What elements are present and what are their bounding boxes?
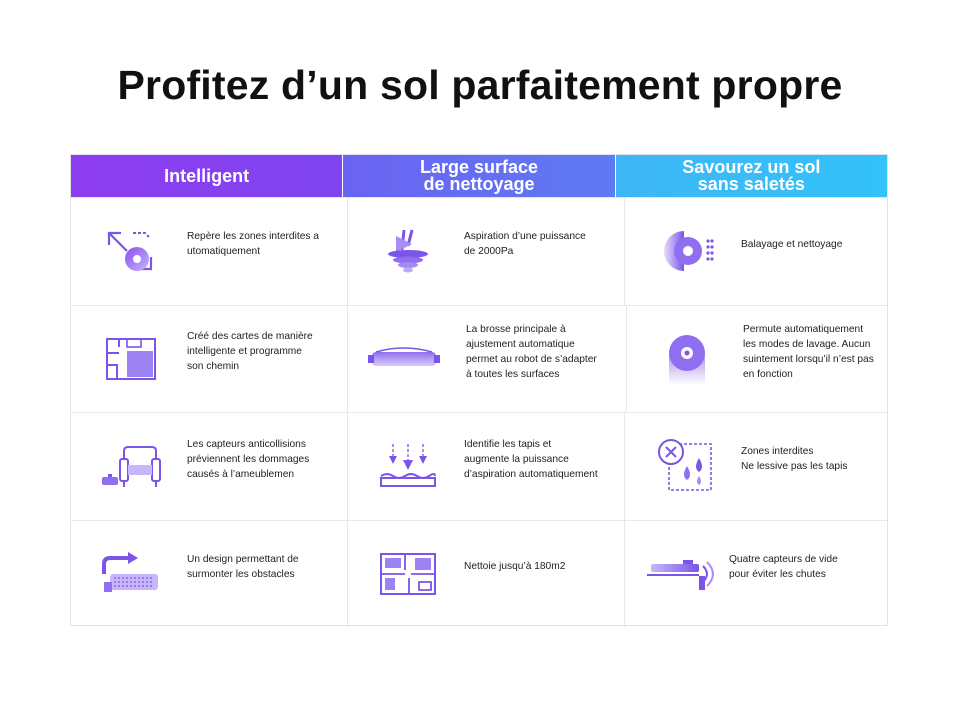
feature-text: Nettoie jusqu’à 180m2 — [464, 561, 566, 573]
feature-text: La brosse principale à ajustement automatique permet au robot de s’adapter à toutes les surfaces — [466, 323, 597, 380]
feature-text: Les capteurs anticollisions préviennent les dommages causés à l’ameublemen — [187, 438, 310, 480]
suction-cyclone-icon — [376, 223, 440, 279]
feature-text: Créé des cartes de manière intelligente et programme son chemin — [187, 331, 313, 373]
no-mop-zone-icon — [653, 438, 717, 494]
table-row — [71, 305, 887, 413]
carpet-boost-icon — [376, 438, 440, 494]
feature-cell — [347, 521, 624, 628]
feature-cell — [624, 521, 889, 628]
obstacle-climb-icon — [99, 546, 163, 602]
feature-cell — [347, 413, 624, 520]
column-header-clean-floor: Savourez un sol sans saletés — [615, 155, 887, 197]
feature-text: Permute automatiquement les modes de lavage. Aucun suintement lorsqu’il n’est pas en fonction — [743, 323, 874, 380]
table-row — [71, 520, 887, 628]
no-go-zone-icon — [99, 223, 163, 279]
feature-cell — [626, 306, 903, 413]
feature-text: Identifie les tapis et augmente la puissance d’aspiration automatiquement — [464, 438, 598, 480]
feature-cell — [71, 306, 347, 413]
feature-cell — [624, 413, 901, 520]
feature-cell — [347, 198, 624, 305]
table-header — [71, 155, 887, 197]
feature-cell — [71, 198, 347, 305]
feature-cell — [71, 413, 347, 520]
table-row — [71, 412, 887, 520]
page-title: Profitez d’un sol parfaitement propre — [117, 62, 843, 108]
feature-text: Repère les zones interdites a utomatiquement — [187, 231, 319, 258]
floor-map-icon — [99, 331, 163, 387]
feature-text: Balayage et nettoyage — [741, 238, 843, 250]
column-header-large-surface: Large surface de nettoyage — [342, 155, 614, 197]
feature-cell — [347, 306, 626, 413]
feature-text: Un design permettant de surmonter les obstacles — [187, 553, 299, 580]
robot-mode-icon — [655, 331, 719, 387]
feature-cell — [624, 198, 901, 305]
main-brush-icon — [366, 331, 442, 387]
feature-cell — [71, 521, 347, 628]
feature-text: Quatre capteurs de vide pour éviter les chutes — [729, 553, 838, 580]
feature-text: Zones interdites Ne lessive pas les tapis — [741, 446, 848, 473]
table-row — [71, 197, 887, 305]
cliff-sensor-icon — [645, 546, 721, 602]
anti-collision-sofa-icon — [99, 438, 163, 494]
area-plan-icon — [376, 546, 440, 602]
feature-text: Aspiration d’une puissance de 2000Pa — [464, 231, 586, 258]
feature-table — [70, 154, 888, 626]
column-header-intelligent: Intelligent — [71, 155, 342, 197]
sweep-mop-icon — [653, 223, 717, 279]
